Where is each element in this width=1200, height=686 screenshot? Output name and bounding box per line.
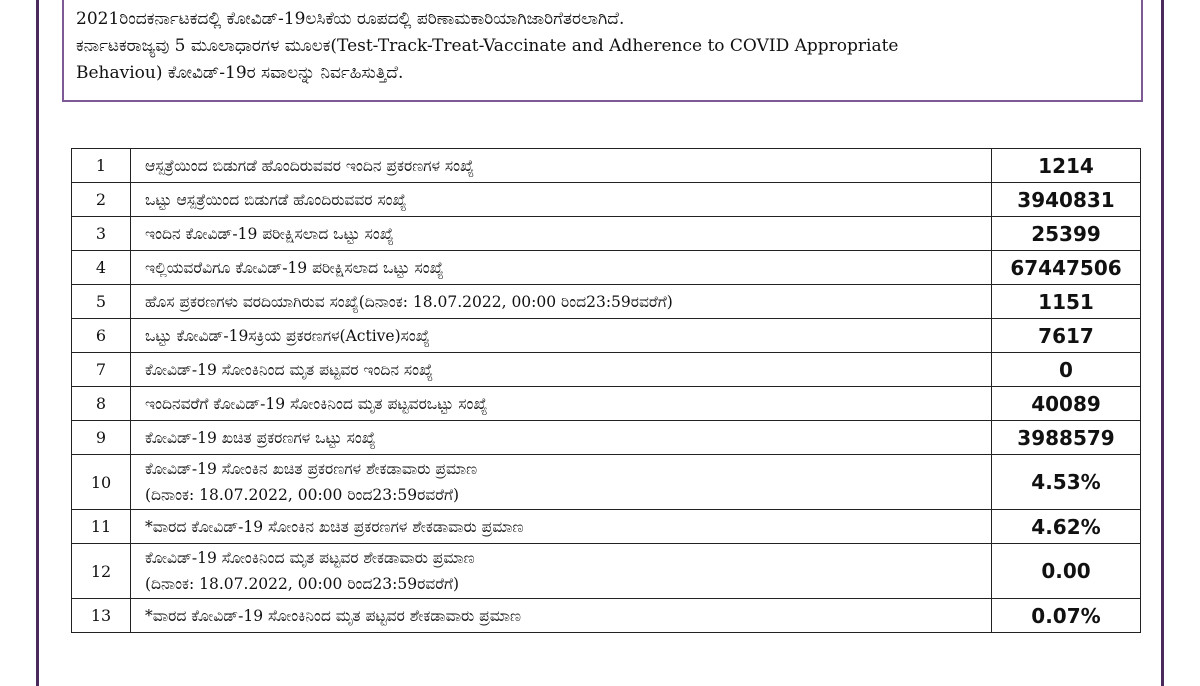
row-description: *ವಾರದ ಕೋವಿಡ್-19 ಸೋಂಕಿನ ಖಚಿತ ಪ್ರಕರಣಗಳ ಶೇಕಡಾವಾರು ಪ್ರಮಾಣ bbox=[131, 510, 992, 544]
row-description-line-2: (ದಿನಾಂಕ: 18.07.2022, 00:00 ರಿಂದ23:59ರವರೆಗೆ) bbox=[145, 486, 460, 504]
row-value: 3988579 bbox=[992, 421, 1141, 455]
table-row bbox=[72, 599, 1141, 633]
row-number: 7 bbox=[72, 353, 131, 387]
row-description: ಹೊಸ ಪ್ರಕರಣಗಳು ವರದಿಯಾಗಿರುವ ಸಂಖ್ಯೆ(ದಿನಾಂಕ: 18.07.2022, 00:00 ರಿಂದ23:59ರವರೆಗೆ) bbox=[131, 285, 992, 319]
table-row bbox=[72, 217, 1141, 251]
table-row bbox=[72, 319, 1141, 353]
row-number: 4 bbox=[72, 251, 131, 285]
row-description: *ವಾರದ ಕೋವಿಡ್-19 ಸೋಂಕಿನಿಂದ ಮೃತ ಪಟ್ಟವರ ಶೇಕಡಾವಾರು ಪ್ರಮಾಣ bbox=[131, 599, 992, 633]
row-number: 1 bbox=[72, 149, 131, 183]
row-number: 13 bbox=[72, 599, 131, 633]
row-number: 6 bbox=[72, 319, 131, 353]
table-row bbox=[72, 149, 1141, 183]
row-description bbox=[131, 455, 992, 510]
row-value: 40089 bbox=[992, 387, 1141, 421]
row-value: 0 bbox=[992, 353, 1141, 387]
row-value: 3940831 bbox=[992, 183, 1141, 217]
row-value: 67447506 bbox=[992, 251, 1141, 285]
table-row bbox=[72, 387, 1141, 421]
table-row bbox=[72, 183, 1141, 217]
notice-line-3: Behaviou) ಕೋವಿಡ್-19ರ ಸವಾಲನ್ನು ನಿರ್ವಹಿಸುತ್ತಿದೆ. bbox=[76, 63, 404, 83]
table-row bbox=[72, 510, 1141, 544]
covid-stats-table bbox=[71, 148, 1141, 633]
row-description-line-1: ಕೋವಿಡ್-19 ಸೋಂಕಿನಿಂದ ಮೃತ ಪಟ್ಟವರ ಶೇಕಡಾವಾರು ಪ್ರಮಾಣ bbox=[145, 549, 475, 567]
row-description: ಇಂದಿನವರೆಗೆ ಕೋವಿಡ್-19 ಸೋಂಕಿನಿಂದ ಮೃತ ಪಟ್ಟವರಒಟ್ಟು ಸಂಖ್ಯೆ bbox=[131, 387, 992, 421]
row-number: 5 bbox=[72, 285, 131, 319]
row-description: ಇಲ್ಲಿಯವರೆವಿಗೂ ಕೋವಿಡ್-19 ಪರೀಕ್ಷಿಸಲಾದ ಒಟ್ಟು ಸಂಖ್ಯೆ bbox=[131, 251, 992, 285]
row-description-line-1: ಕೋವಿಡ್-19 ಸೋಂಕಿನ ಖಚಿತ ಪ್ರಕರಣಗಳ ಶೇಕಡಾವಾರು ಪ್ರಮಾಣ bbox=[145, 460, 478, 478]
row-value: 25399 bbox=[992, 217, 1141, 251]
row-number: 9 bbox=[72, 421, 131, 455]
row-value: 1214 bbox=[992, 149, 1141, 183]
row-value: 1151 bbox=[992, 285, 1141, 319]
row-number: 2 bbox=[72, 183, 131, 217]
table-row bbox=[72, 251, 1141, 285]
table-row bbox=[72, 455, 1141, 510]
table-row bbox=[72, 285, 1141, 319]
row-description: ಒಟ್ಟು ಕೋವಿಡ್-19ಸಕ್ರಿಯ ಪ್ರಕರಣಗಳ(Active)ಸಂಖ್ಯೆ bbox=[131, 319, 992, 353]
row-value: 7617 bbox=[992, 319, 1141, 353]
notice-line-1: 2021ರಿಂದಕರ್ನಾಟಕದಲ್ಲಿ ಕೋವಿಡ್-19ಲಸಿಕೆಯ ರೂಪದಲ್ಲಿ ಪರಿಣಾಮಕಾರಿಯಾಗಿಜಾರಿಗೆತರಲಾಗಿದೆ. bbox=[76, 9, 625, 29]
notice-box bbox=[62, 0, 1143, 102]
row-number: 8 bbox=[72, 387, 131, 421]
row-value: 0.07% bbox=[992, 599, 1141, 633]
row-number: 3 bbox=[72, 217, 131, 251]
row-description: ಕೋವಿಡ್-19 ಸೋಂಕಿನಿಂದ ಮೃತ ಪಟ್ಟವರ ಇಂದಿನ ಸಂಖ್ಯೆ bbox=[131, 353, 992, 387]
row-number: 12 bbox=[72, 544, 131, 599]
row-value: 4.62% bbox=[992, 510, 1141, 544]
notice-line-2: ಕರ್ನಾಟಕರಾಜ್ಯವು 5 ಮೂಲಾಧಾರಗಳ ಮೂಲಕ(Test-Track-Treat-Vaccinate and Adherence to COVID Appropriate bbox=[76, 36, 899, 56]
row-value: 4.53% bbox=[992, 455, 1141, 510]
row-description: ಒಟ್ಟು ಆಸ್ಪತ್ರೆಯಿಂದ ಬಿಡುಗಡೆ ಹೊಂದಿರುವವರ ಸಂಖ್ಯೆ bbox=[131, 183, 992, 217]
row-description: ಆಸ್ಪತ್ರೆಯಿಂದ ಬಿಡುಗಡೆ ಹೊಂದಿರುವವರ ಇಂದಿನ ಪ್ರಕರಣಗಳ ಸಂಖ್ಯೆ bbox=[131, 149, 992, 183]
table-row bbox=[72, 544, 1141, 599]
row-number: 10 bbox=[72, 455, 131, 510]
row-value: 0.00 bbox=[992, 544, 1141, 599]
table-row bbox=[72, 421, 1141, 455]
row-description: ಕೋವಿಡ್-19 ಖಚಿತ ಪ್ರಕರಣಗಳ ಒಟ್ಟು ಸಂಖ್ಯೆ bbox=[131, 421, 992, 455]
row-description: ಇಂದಿನ ಕೋವಿಡ್-19 ಪರೀಕ್ಷಿಸಲಾದ ಒಟ್ಟು ಸಂಖ್ಯೆ bbox=[131, 217, 992, 251]
row-description-line-2: (ದಿನಾಂಕ: 18.07.2022, 00:00 ರಿಂದ23:59ರವರೆಗೆ) bbox=[145, 575, 460, 593]
table-row bbox=[72, 353, 1141, 387]
row-description bbox=[131, 544, 992, 599]
row-number: 11 bbox=[72, 510, 131, 544]
